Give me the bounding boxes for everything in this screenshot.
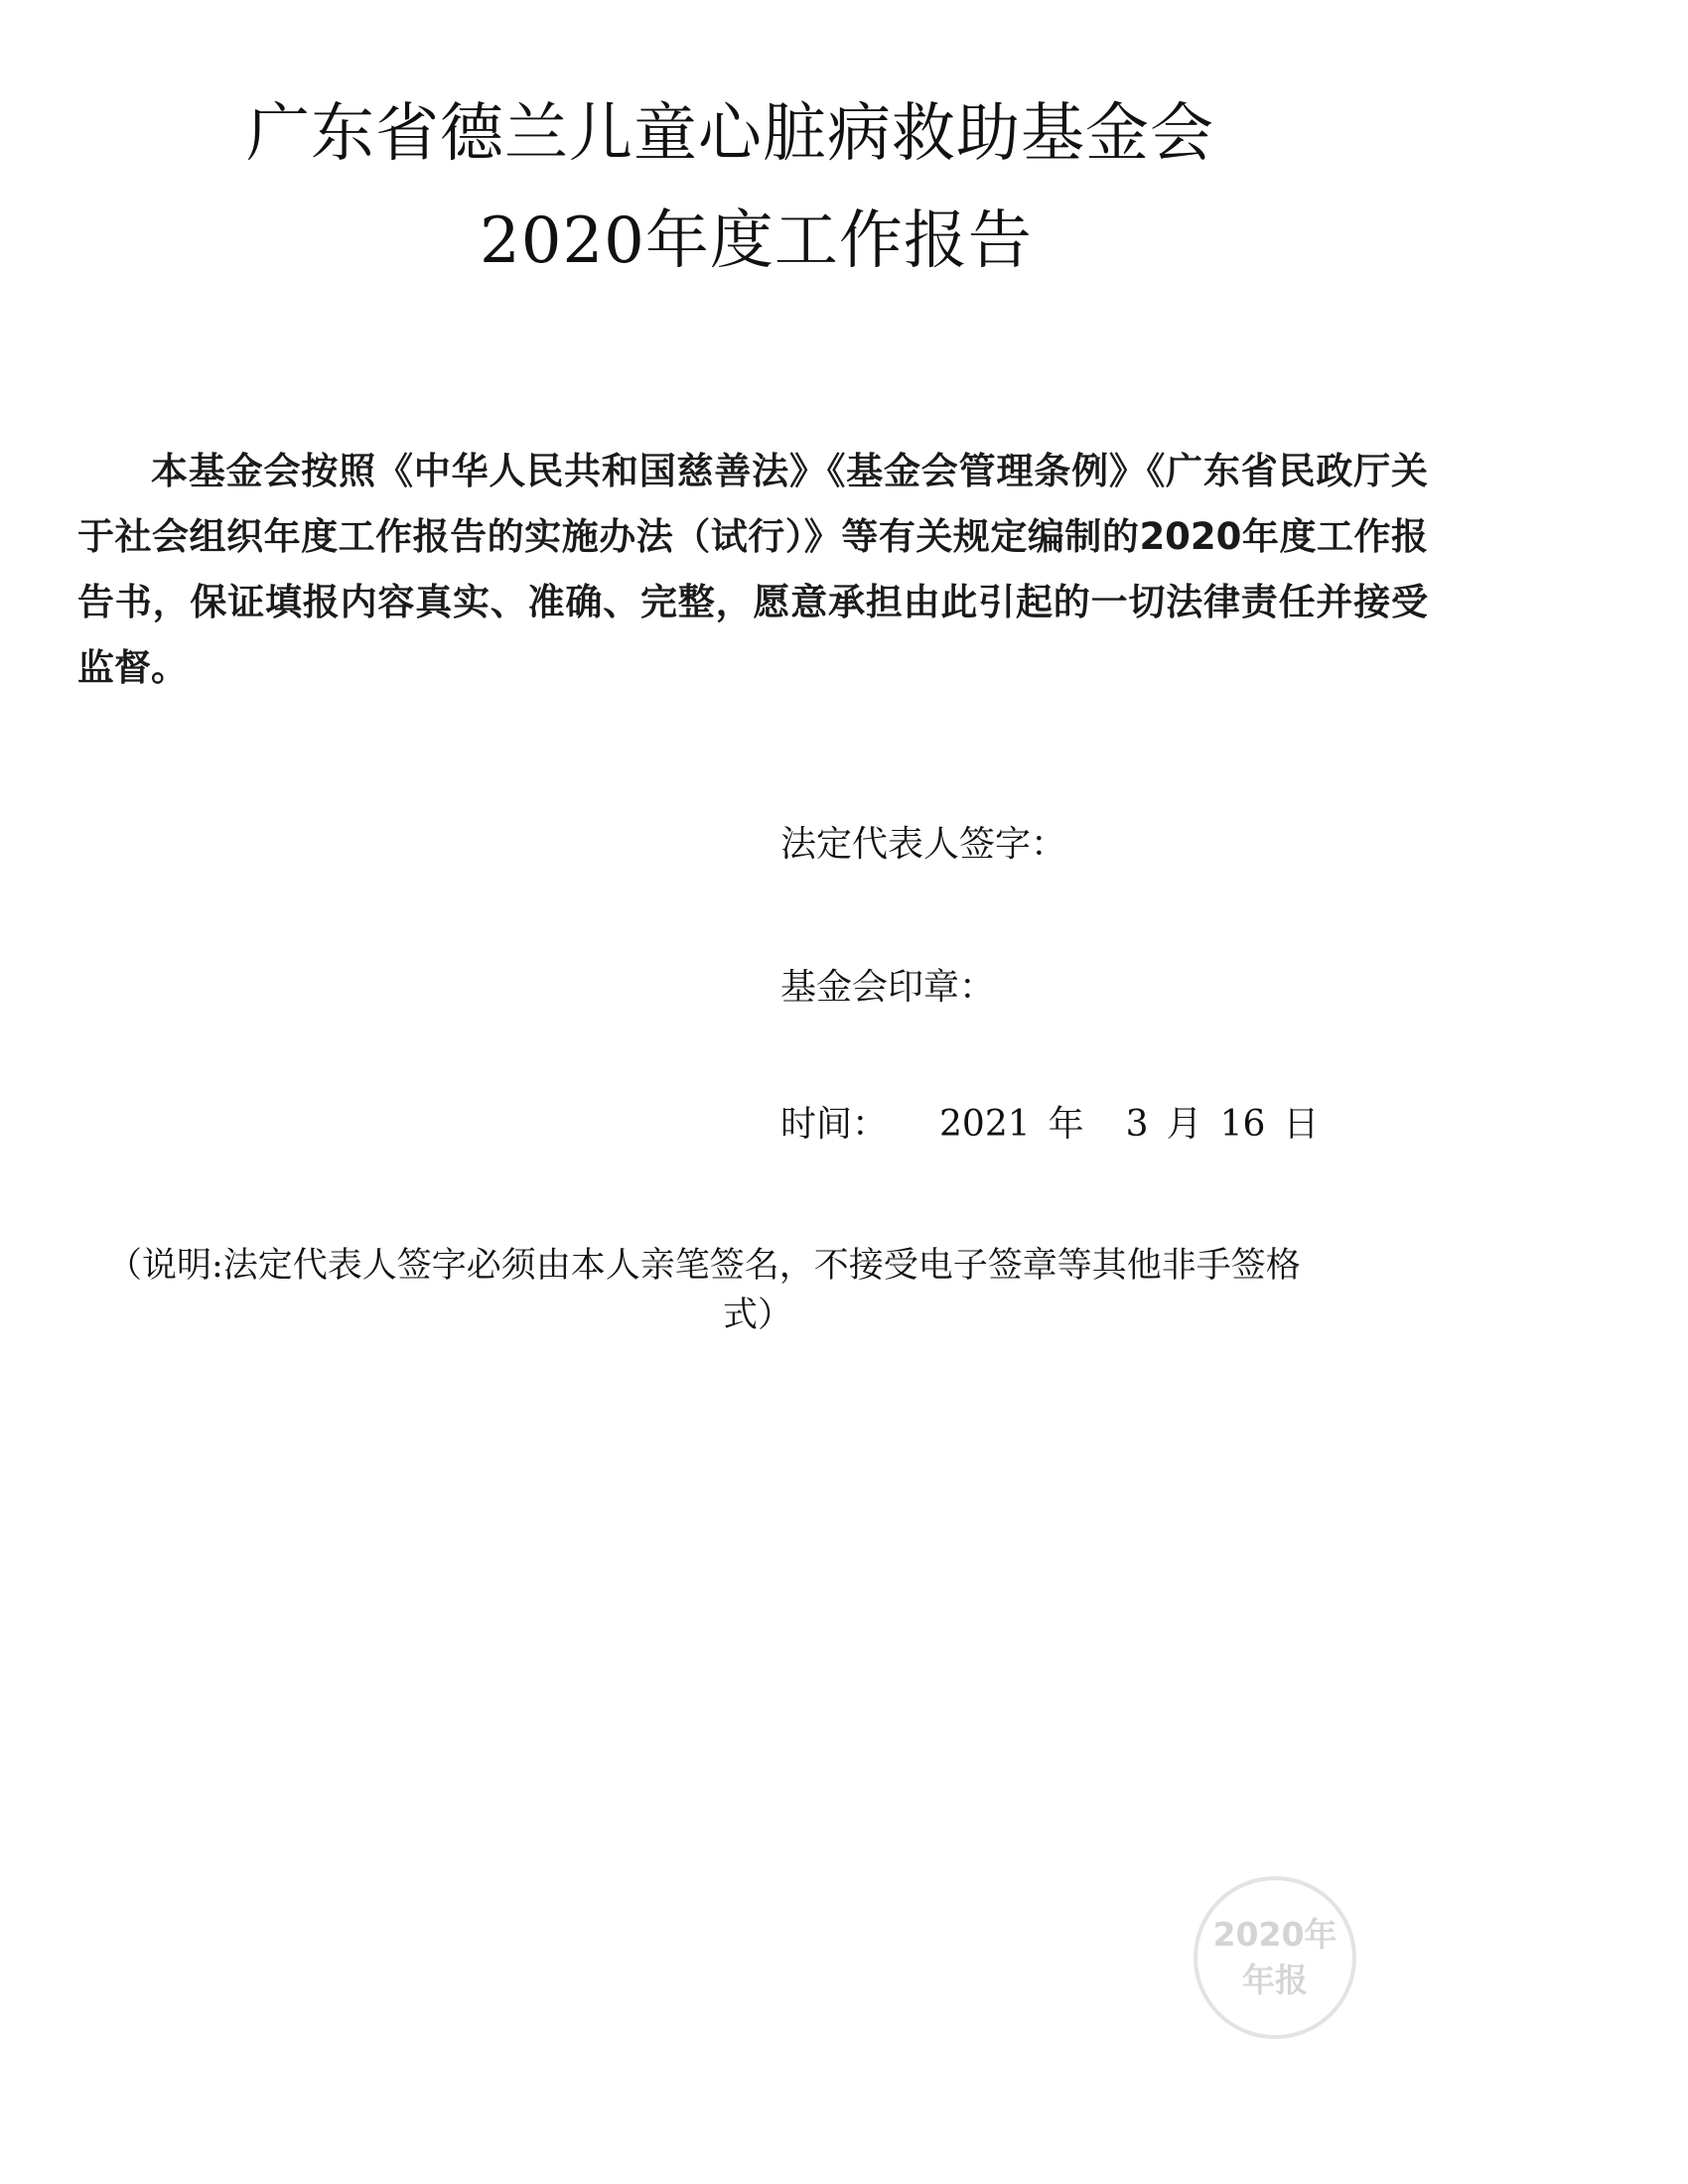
signature-note <box>107 1241 1398 1340</box>
date-line <box>780 1100 1319 1150</box>
watermark-line-1: 2020年 <box>1212 1915 1337 1954</box>
foundation-seal-label: 基金会印章： <box>780 967 996 1008</box>
date-day-unit: 日 <box>1283 1104 1320 1145</box>
date-label: 时间： <box>780 1104 889 1145</box>
signature-note-line-1: （说明:法定代表人签字必须由本人亲笔签名，不接受电子签章等其他非手签格 <box>107 1246 1301 1286</box>
report-title-line-1: 广东省德兰儿童心脏病救助基金会 <box>246 97 1214 171</box>
annual-report-watermark-seal <box>1194 1876 1356 2039</box>
date-month: 3 <box>1125 1104 1149 1145</box>
watermark-line-2: 年报 <box>1242 1961 1308 1999</box>
representative-signature-label: 法定代表人签字： <box>780 824 1067 865</box>
report-title-line-2: 2020年度工作报告 <box>480 205 1033 278</box>
signature-note-line-2: 式） <box>723 1296 793 1335</box>
date-year: 2021 <box>939 1104 1031 1145</box>
date-month-unit: 月 <box>1166 1104 1202 1145</box>
date-year-unit: 年 <box>1048 1104 1084 1145</box>
date-day: 16 <box>1219 1104 1266 1145</box>
declaration-paragraph: 本基金会按照《中华人民共和国慈善法》《基金会管理条例》《广东省民政厅关于社会组织年度工作报告的实施办法（试行）》等有关规定编制的2020年度工作报告书，保证填报内容真实、准确、完整，愿意承担由此引起的一切法律责任并接受监督。 <box>77 450 1428 689</box>
